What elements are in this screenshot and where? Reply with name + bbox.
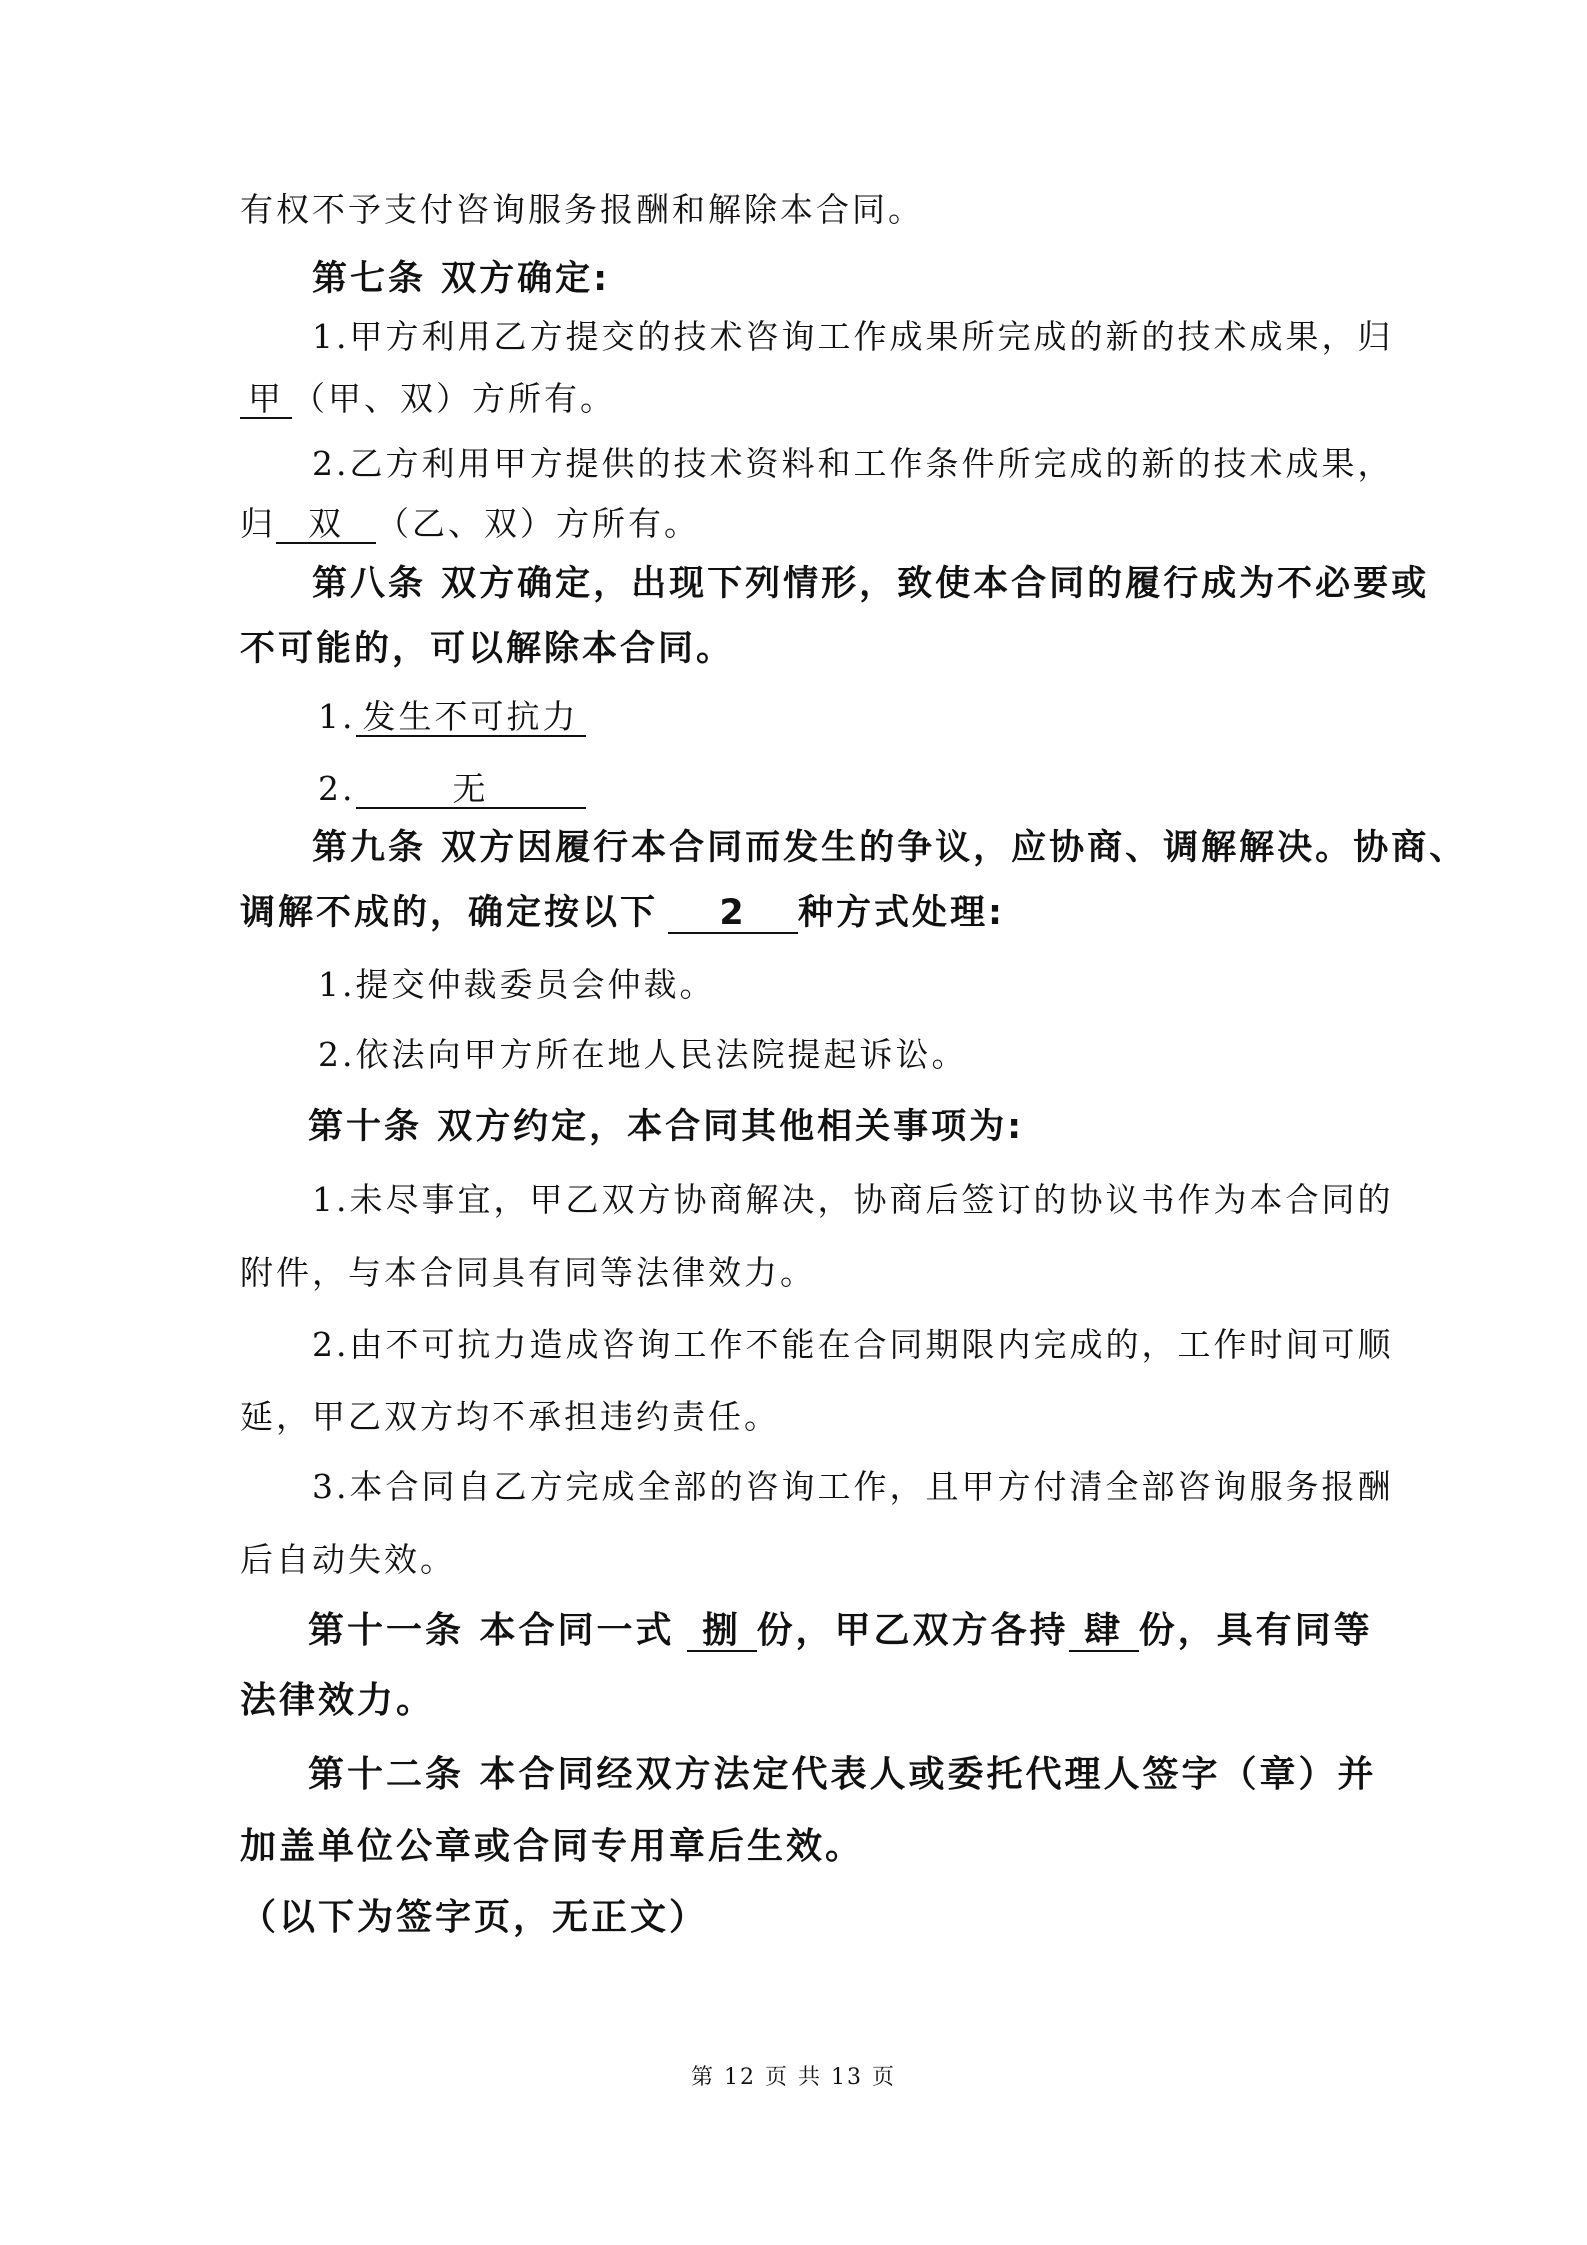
article-7-heading: [312, 259, 611, 299]
paragraph-text: 1.未尽事宜，甲乙双方协商解决，协商后签订的协议书作为本合同的: [312, 1180, 1394, 1219]
filled-blank: 捌: [687, 1612, 757, 1652]
heading-text: 调解不成的，确定按以下: [240, 893, 659, 933]
filled-blank: 双: [276, 507, 376, 544]
paragraph-text: 后自动失效。: [240, 1540, 456, 1579]
text-line: [240, 1253, 816, 1292]
filled-blank: 无: [356, 772, 586, 809]
article-9-heading: [312, 828, 1468, 868]
text-line: [240, 1540, 456, 1579]
paragraph-text: 延，甲乙双方均不承担违约责任。: [240, 1397, 780, 1436]
page-number-footer: 第 12 页 共 13 页: [691, 2065, 896, 2090]
heading-text: 不可能的，可以解除本合同。: [240, 629, 735, 669]
text-line: [318, 1035, 968, 1074]
paragraph-text: 附件，与本合同具有同等法律效力。: [240, 1253, 816, 1292]
article-11-heading-cont: [240, 1680, 436, 1721]
signature-page-note: [240, 1897, 709, 1938]
text-line: [240, 1397, 780, 1436]
text-line: [318, 965, 716, 1004]
article-8-heading: [312, 564, 1430, 604]
text-line: [312, 1180, 1394, 1219]
paragraph-text: （乙、双）方所有。: [376, 504, 700, 543]
text-line: [318, 697, 586, 737]
text-line: [240, 379, 616, 419]
heading-text: 法律效力。: [240, 1680, 436, 1721]
paragraph-text: 有权不予支付咨询服务报酬和解除本合同。: [240, 190, 924, 229]
heading-text: （以下为签字页，无正文）: [240, 1897, 709, 1938]
text-line: [312, 444, 1394, 483]
article-10-heading: [308, 1107, 1025, 1147]
article-11-heading: [308, 1612, 1373, 1652]
heading-text: 第八条 双方确定，出现下列情形，致使本合同的履行成为不必要或: [312, 564, 1430, 604]
paragraph-text: 2.由不可抗力造成咨询工作不能在合同期限内完成的，工作时间可顺: [312, 1325, 1394, 1364]
filled-blank: 甲: [240, 382, 292, 419]
paragraph-text: 2.乙方利用甲方提供的技术资料和工作条件所完成的新的技术成果，: [312, 444, 1394, 483]
paragraph-text: 3.本合同自乙方完成全部的咨询工作，且甲方付清全部咨询服务报酬: [312, 1467, 1394, 1506]
text-line: [312, 1325, 1394, 1364]
paragraph-text: 归: [240, 504, 276, 543]
article-12-heading: [308, 1754, 1377, 1795]
heading-text: 第七条 双方确定:: [312, 259, 611, 299]
article-12-heading-cont: [240, 1826, 865, 1867]
text-line: [312, 317, 1394, 356]
filled-blank: 肆: [1069, 1612, 1139, 1652]
heading-text: 第十一条 本合同一式: [308, 1610, 675, 1651]
heading-text: 第十二条 本合同经双方法定代表人或委托代理人签字（章）并: [308, 1754, 1377, 1795]
list-number: 2.: [318, 769, 356, 808]
heading-text: 第九条 双方因履行本合同而发生的争议，应协商、调解解决。协商、: [312, 828, 1468, 868]
text-line: [318, 769, 586, 809]
text-line: [240, 504, 700, 544]
text-line: [312, 1467, 1394, 1506]
article-9-heading-cont: [240, 895, 1005, 934]
article-8-heading-cont: [240, 629, 735, 669]
heading-text: 加盖单位公章或合同专用章后生效。: [240, 1826, 865, 1867]
heading-text: 种方式处理:: [798, 893, 1006, 933]
heading-text: 份，甲乙双方各持: [756, 1610, 1069, 1651]
list-number: 1.: [318, 697, 356, 736]
heading-text: 第十条 双方约定，本合同其他相关事项为:: [308, 1107, 1025, 1147]
heading-text: 份，具有同等: [1138, 1610, 1373, 1651]
filled-blank: 发生不可抗力: [356, 700, 586, 737]
paragraph-text: 1.甲方利用乙方提交的技术咨询工作成果所完成的新的技术成果，归: [312, 317, 1394, 356]
text-line: [240, 190, 924, 229]
paragraph-text: 2.依法向甲方所在地人民法院提起诉讼。: [318, 1035, 968, 1074]
paragraph-text: （甲、双）方所有。: [292, 379, 616, 418]
paragraph-text: 1.提交仲裁委员会仲裁。: [318, 965, 716, 1004]
filled-blank: 2: [668, 895, 798, 934]
